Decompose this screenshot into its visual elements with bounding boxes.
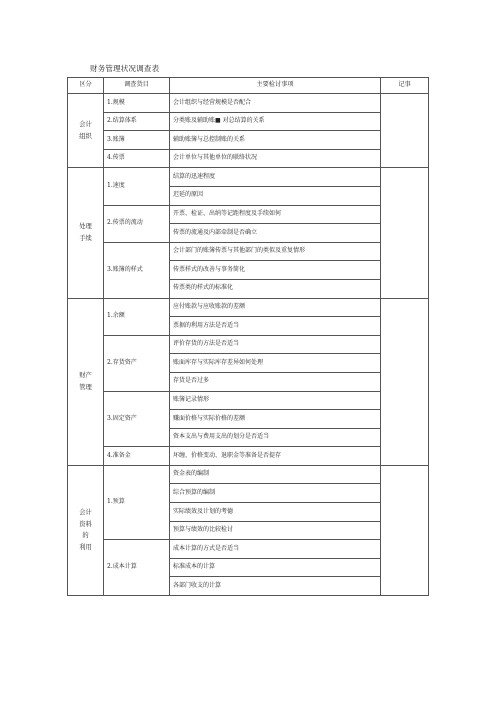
check-point-cell: 评价存货的方法是否适当 <box>170 335 381 354</box>
check-point-cell: 应付账款与应收账款的差额 <box>170 298 381 317</box>
section-area-word: 资料 <box>79 520 92 528</box>
check-point-cell: 票据的利用方法是否适当 <box>170 317 381 336</box>
check-point-cell: 存货是否过多 <box>170 372 381 391</box>
table-row <box>68 94 429 113</box>
table-row <box>68 242 429 261</box>
survey-item-cell: 1.余额 <box>104 298 170 335</box>
survey-body <box>68 94 429 596</box>
section-area-word: 利用 <box>79 544 92 552</box>
check-point-cell: 传票的流通及内部牵制是否确立 <box>170 224 381 243</box>
section-area-word: 会计 <box>79 508 92 516</box>
section-area-word: 手续 <box>79 234 92 242</box>
survey-item-cell: 1.速度 <box>104 168 170 205</box>
note-cell <box>381 465 429 595</box>
survey-table <box>67 77 429 596</box>
section-area-word: 会计 <box>79 120 92 128</box>
header-note: 记事 <box>381 78 429 94</box>
table-row <box>68 131 429 150</box>
check-point-cell: 传票样式的改善与事务简化 <box>170 261 381 280</box>
table-row <box>68 298 429 317</box>
check-point-cell: 各部门收支的计算 <box>170 577 381 596</box>
check-point-cell: 会计组织与经营规模是否配合 <box>170 94 381 113</box>
survey-item-cell: 2.结算体系 <box>104 112 170 131</box>
check-point-cell: 资金表的编制 <box>170 465 381 484</box>
section-area-cell <box>68 94 104 168</box>
check-point-cell: 开票、检证、出纳等记距程度及手续如何 <box>170 205 381 224</box>
check-point-cell: 辅助账簿与总控制账的关系 <box>170 131 381 150</box>
check-point-cell: 资本支出与费用支出的划分是否适当 <box>170 428 381 447</box>
check-point-cell: 分类账及辅助账■ 对总结算的关系 <box>170 112 381 131</box>
survey-item-cell: 3.固定资产 <box>104 391 170 447</box>
survey-item-cell: 3.账簿 <box>104 131 170 150</box>
check-point-cell: 成本计算的方式是否适当 <box>170 540 381 559</box>
header-area: 区分 <box>68 78 104 94</box>
survey-item-cell: 2.传票的流动 <box>104 205 170 242</box>
table-row <box>68 540 429 559</box>
table-row <box>68 168 429 187</box>
check-point-cell: 账面库存与实际库存差异如何处理 <box>170 354 381 373</box>
section-area-cell <box>68 168 104 298</box>
check-point-cell: 会计部门的账簿传票与其他部门的类似及重复情形 <box>170 242 381 261</box>
table-row <box>68 335 429 354</box>
survey-item-cell: 1.预算 <box>104 465 170 539</box>
check-point-cell: 迟延的原因 <box>170 186 381 205</box>
survey-item-cell: 1.规模 <box>104 94 170 113</box>
section-area-word: 处理 <box>79 223 92 230</box>
header-row <box>68 78 429 94</box>
check-point-cell: 实际绩效及计划的考德 <box>170 503 381 522</box>
table-row <box>68 465 429 484</box>
header-item: 调查货目 <box>104 78 170 94</box>
survey-item-cell: 4.准备金 <box>104 447 170 466</box>
check-point-cell: 账簿记录情形 <box>170 391 381 410</box>
survey-item-cell: 2.成本计算 <box>104 540 170 596</box>
check-point-cell: 结算的迅速程度 <box>170 168 381 187</box>
note-cell <box>381 168 429 298</box>
section-area-word: 财产 <box>79 371 92 379</box>
section-area-word: 的 <box>82 532 89 540</box>
section-area-cell <box>68 465 104 595</box>
document-title: 财务管理状况调查表 <box>90 64 160 73</box>
note-cell <box>381 94 429 168</box>
header-check: 主要检讨事项 <box>170 78 381 94</box>
table-row <box>68 112 429 131</box>
check-point-cell: 综合预算的编制 <box>170 484 381 503</box>
section-area-word: 组织 <box>79 132 92 140</box>
survey-item-cell: 2.存货资产 <box>104 335 170 391</box>
note-cell <box>381 298 429 465</box>
table-row <box>68 447 429 466</box>
check-point-cell: 传票类的样式的标准化 <box>170 279 381 298</box>
section-area-cell <box>68 298 104 465</box>
check-point-cell: 预算与绩效的比较检讨 <box>170 521 381 540</box>
survey-item-cell: 3.账簿的样式 <box>104 242 170 298</box>
survey-item-cell: 4.传票 <box>104 149 170 168</box>
check-point-cell: 坏缠、价格变动、退职金等准备是否提存 <box>170 447 381 466</box>
check-point-cell: 会计单位与其他单位的联络状况 <box>170 149 381 168</box>
section-area-word: 管理 <box>79 383 92 391</box>
table-row <box>68 391 429 410</box>
check-point-cell: 标准成本的计算 <box>170 558 381 577</box>
check-point-cell: 赚面价格与实际价格的差额 <box>170 410 381 429</box>
table-row <box>68 149 429 168</box>
table-row <box>68 205 429 224</box>
